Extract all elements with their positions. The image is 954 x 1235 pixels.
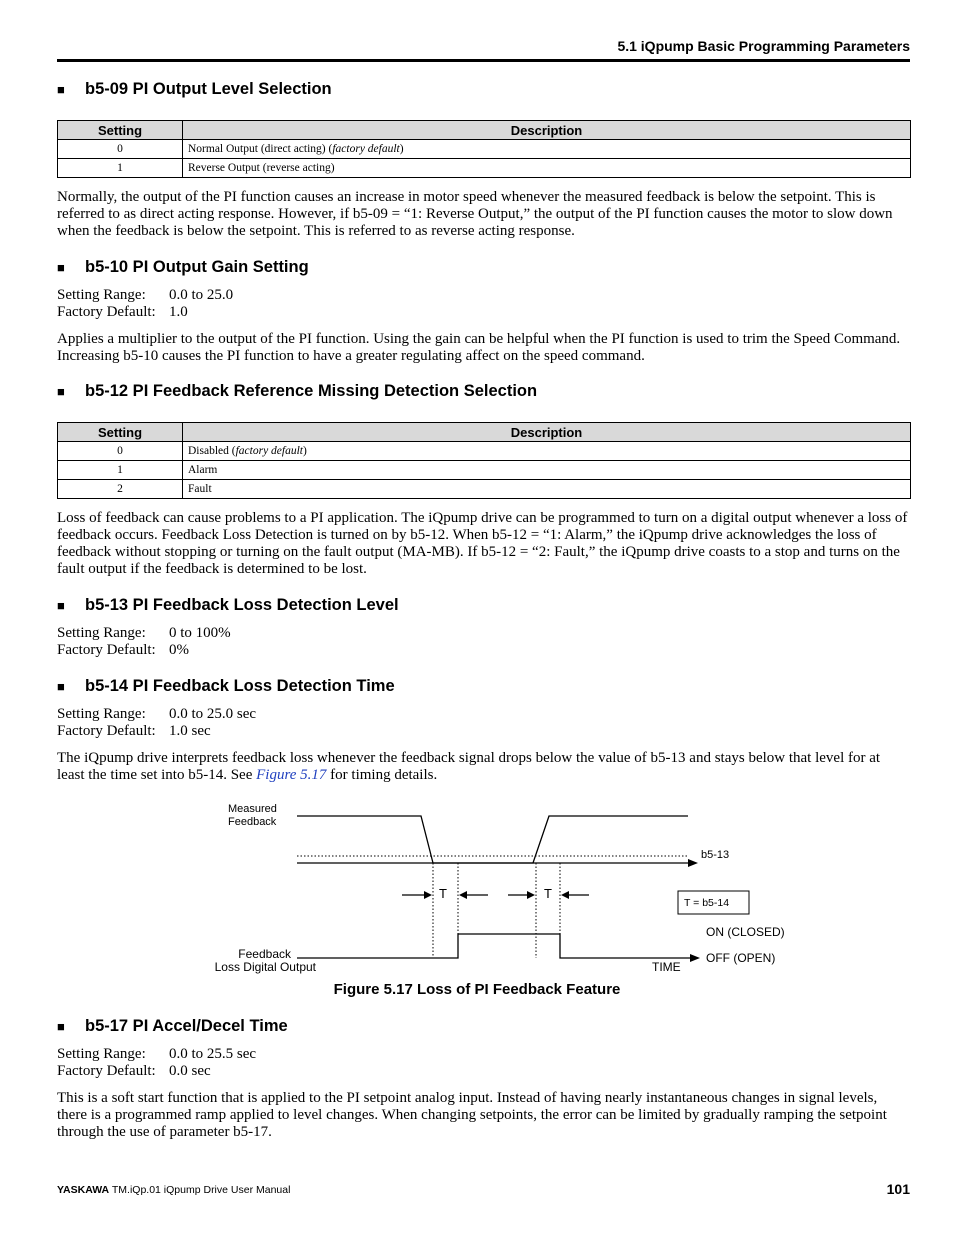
factory-default-line: Factory Default: 0% — [57, 642, 189, 658]
setting-description: Normal Output (direct acting) (factory default) — [183, 140, 911, 159]
label-feedback-1: Feedback — [238, 947, 291, 961]
table-row — [58, 461, 911, 480]
section-heading-b5-10 — [57, 258, 309, 277]
bullet-square-icon: ■ — [57, 1019, 65, 1034]
factory-default-line: Factory Default: 0.0 sec — [57, 1063, 211, 1079]
b5-12-settings-table — [57, 422, 911, 499]
label-time: TIME — [652, 960, 681, 974]
setting-range-line: Setting Range: 0.0 to 25.0 — [57, 287, 234, 303]
bullet-square-icon: ■ — [57, 679, 65, 694]
setting-value: 0 — [58, 140, 183, 159]
factory-default-line: Factory Default: 1.0 — [57, 304, 188, 320]
setting-description: Reverse Output (reverse acting) — [183, 159, 911, 178]
table-row — [58, 140, 911, 159]
arrowhead-left-icon — [561, 891, 569, 899]
heading-text: b5-17 PI Accel/Decel Time — [85, 1017, 288, 1035]
header-rule — [57, 59, 910, 62]
label-level: b5-13 — [701, 849, 730, 861]
digital-output-trace — [297, 934, 690, 958]
b5-17-paragraph: This is a soft start function that is applied to the PI setpoint analog input. Instead of having nearly instantaneous changes in signal levels, there is a programmed ramp applied to level changes. When changing setpoints, the error can be limited by gradually ramping the setpoint through the use of parameter b5-17. — [57, 1090, 887, 1140]
time-axis-arrowhead — [690, 954, 700, 962]
bullet-square-icon: ■ — [57, 384, 65, 399]
heading-text: b5-14 PI Feedback Loss Detection Time — [85, 677, 395, 695]
table-header-row — [58, 121, 911, 140]
setting-range-line: Setting Range: 0.0 to 25.5 sec — [57, 1046, 257, 1062]
label-t2: T — [544, 886, 552, 901]
bullet-square-icon: ■ — [57, 598, 65, 613]
running-header: 5.1 iQpump Basic Programming Parameters — [617, 38, 910, 54]
label-feedback-2: Loss Digital Output — [214, 960, 316, 974]
setting-value: 0 — [58, 442, 183, 461]
heading-text: b5-10 PI Output Gain Setting — [85, 258, 309, 276]
b5-10-paragraph: Applies a multiplier to the output of the PI function. Using the gain can be helpful when the PI function is used to trim the Speed Command. Increasing b5-10 causes the PI function to have a greater regulating affect on the speed command. — [57, 331, 901, 364]
setting-value: 1 — [58, 159, 183, 178]
heading-text: b5-09 PI Output Level Selection — [85, 80, 332, 98]
setting-range-line: Setting Range: 0.0 to 25.0 sec — [57, 706, 257, 722]
heading-text: b5-12 PI Feedback Reference Missing Detection Selection — [85, 382, 538, 400]
table-row — [58, 159, 911, 178]
arrowhead-left-icon — [459, 891, 467, 899]
table-header-setting: Setting — [58, 423, 183, 442]
table-header-description: Description — [183, 121, 911, 140]
bullet-square-icon: ■ — [57, 82, 65, 97]
b5-14-paragraph: The iQpump drive interprets feedback loss whenever the feedback signal drops below the value of b5-13 and stays below that level for at least the time set into b5-14. See Figure 5.17 for timing details. — [57, 750, 881, 783]
bullet-square-icon: ■ — [57, 260, 65, 275]
label-on: ON (CLOSED) — [706, 925, 785, 939]
section-heading-b5-09 — [57, 80, 332, 99]
page-number: 101 — [886, 1181, 910, 1197]
figure-5-17-link[interactable]: Figure 5.17 — [256, 767, 327, 783]
setting-description: Disabled (factory default) — [183, 442, 911, 461]
table-header-description: Description — [183, 423, 911, 442]
table-row — [58, 480, 911, 499]
heading-text: b5-13 PI Feedback Loss Detection Level — [85, 596, 399, 614]
arrowhead-right-icon — [527, 891, 535, 899]
label-measured-2: Feedback — [228, 816, 277, 828]
label-measured-1: Measured — [228, 803, 277, 815]
section-heading-b5-17 — [57, 1017, 288, 1036]
section-heading-b5-13 — [57, 596, 399, 615]
label-tbox: T = b5-14 — [684, 897, 730, 909]
setting-description: Fault — [183, 480, 911, 499]
section-heading-b5-12 — [57, 382, 537, 401]
setting-value: 1 — [58, 461, 183, 480]
factory-default-line: Factory Default: 1.0 sec — [57, 723, 211, 739]
arrowhead-right-icon — [424, 891, 432, 899]
table-header-row — [58, 423, 911, 442]
setting-value: 2 — [58, 480, 183, 499]
setting-range-line: Setting Range: 0 to 100% — [57, 625, 231, 641]
table-header-setting: Setting — [58, 121, 183, 140]
b5-09-paragraph: Normally, the output of the PI function causes an increase in motor speed whenever the measured feedback is below the setpoint. This is referred to as direct acting response. However, if b5-09 = “1: Reverse Output,” the output of the PI function causes the motor to slow down when the feedback is below the setpoint. This is referred to as reverse acting response. — [57, 189, 893, 239]
label-off: OFF (OPEN) — [706, 951, 776, 965]
section-heading-b5-14 — [57, 677, 395, 696]
label-t1: T — [439, 886, 447, 901]
b5-09-settings-table — [57, 120, 911, 178]
feedback-loss-timing-diagram — [0, 795, 954, 980]
figure-caption: Figure 5.17 Loss of PI Feedback Feature — [333, 981, 621, 998]
table-row — [58, 442, 911, 461]
measured-feedback-trace — [297, 816, 688, 863]
b5-12-paragraph: Loss of feedback can cause problems to a PI application. The iQpump drive can be programmed to turn on a digital output whenever a loss of feedback occurs. Feedback Loss Detection is turned on by b5-12. When b5-12 = “1: Alarm,” the iQpump drive acknowledges the loss of feedback without stopping or turning on the fault output (MA-MB). If b5-12 = “2: Fault,” the iQpump drive coasts to a stop and turns on the fault output if the feedback is determined to be lost. — [57, 510, 908, 577]
setting-description: Alarm — [183, 461, 911, 480]
feedback-axis-arrowhead — [688, 859, 698, 867]
footer-manual-title: YASKAWA TM.iQp.01 iQpump Drive User Manual — [57, 1184, 291, 1196]
